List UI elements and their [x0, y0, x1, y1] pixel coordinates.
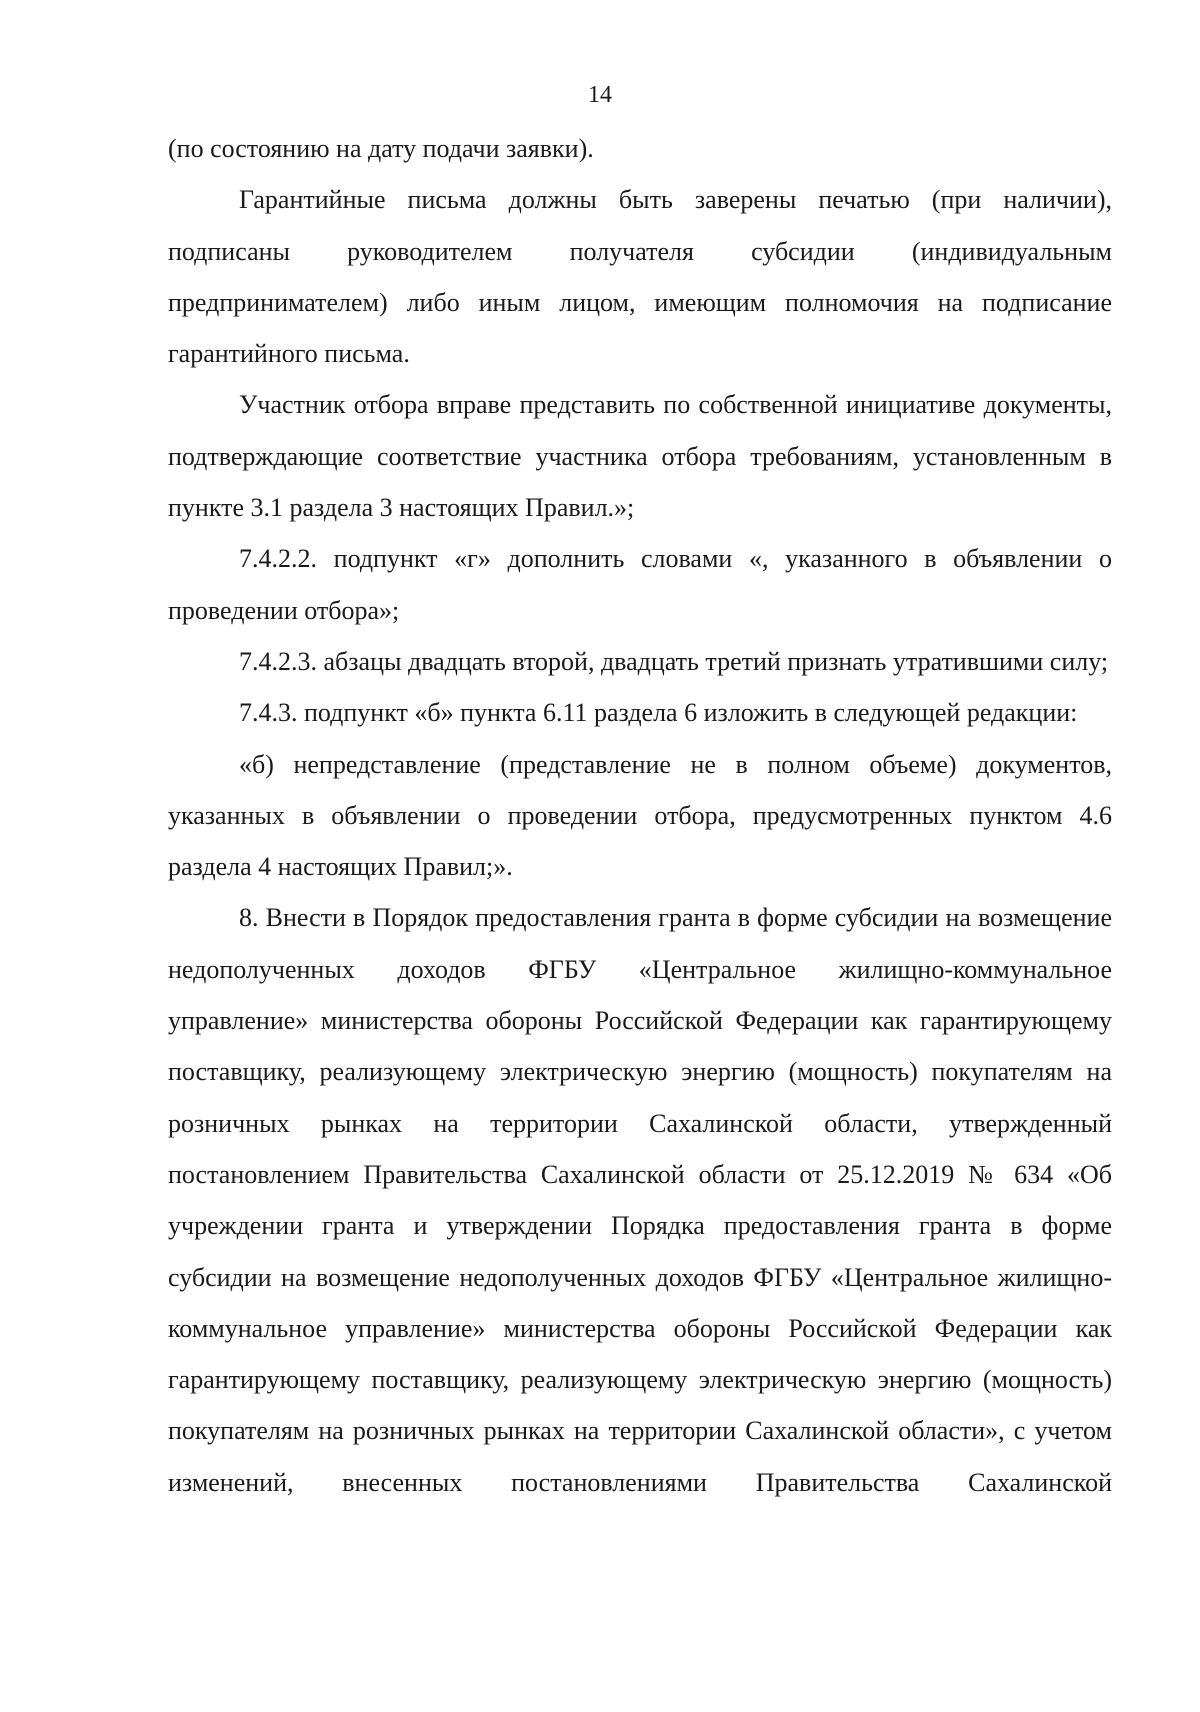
paragraph-guarantee-letters: Гарантийные письма должны быть заверены печатью (при наличии), подписаны руководителем получателя субсидии (индивидуальным предпринимателем) либо иным лицом, имеющим полномочия на подписание гарантийного письма.	[168, 185, 1112, 369]
paragraph-item-7-4-2-3: 7.4.2.3. абзацы двадцать второй, двадцать третий признать утратившими силу;	[239, 646, 1109, 676]
paragraph-item-7-4-2-2: 7.4.2.2. подпункт «г» дополнить словами «, указанного в объявлении о проведении отбора»;	[168, 544, 1112, 625]
paragraph-item-7-4-3: 7.4.3. подпункт «б» пункта 6.11 раздела 6 изложить в следующей редакции:	[239, 698, 1078, 728]
paragraph-item-8: 8. Внести в Порядок предоставления гранта в форме субсидии на возмещение недополученных доходов ФГБУ «Центральное жилищно-коммунальное управление» министерства обороны Российской Федерации как гарантирующему поставщику, реализующему электрическую энергию (мощность) покупателям на розничных рынках на территории Сахалинской области, утвержденный постановлением Правительства Сахалинской области от 25.12.2019 № 634 «Об учреждении гранта и утверждении Порядка предоставления гранта в форме субсидии на возмещение недополученных доходов ФГБУ «Центральное жилищно-коммунальное управление» министерства обороны Российской Федерации как гарантирующему поставщику, реализующему электрическую энергию (мощность) покупателям на розничных рынках на территории Сахалинской области», с учетом изменений, внесенных постановлениями Правительства Сахалинской	[168, 903, 1112, 1497]
paragraph-participant-documents: Участник отбора вправе представить по собственной инициативе документы, подтверждающие соответствие участника отбора требованиям, установленным в пункте 3.1 раздела 3 настоящих Правил.»;	[168, 390, 1112, 523]
paragraph-subitem-b: «б) непредставление (представление не в полном объеме) документов, указанных в объявлении о проведении отбора, предусмотренных пунктом 4.6 раздела 4 настоящих Правил;».	[168, 749, 1112, 882]
paragraph-application-date: (по состоянию на дату подачи заявки).	[168, 134, 594, 163]
document-body	[168, 123, 1112, 1508]
page-number: 14	[588, 82, 612, 108]
